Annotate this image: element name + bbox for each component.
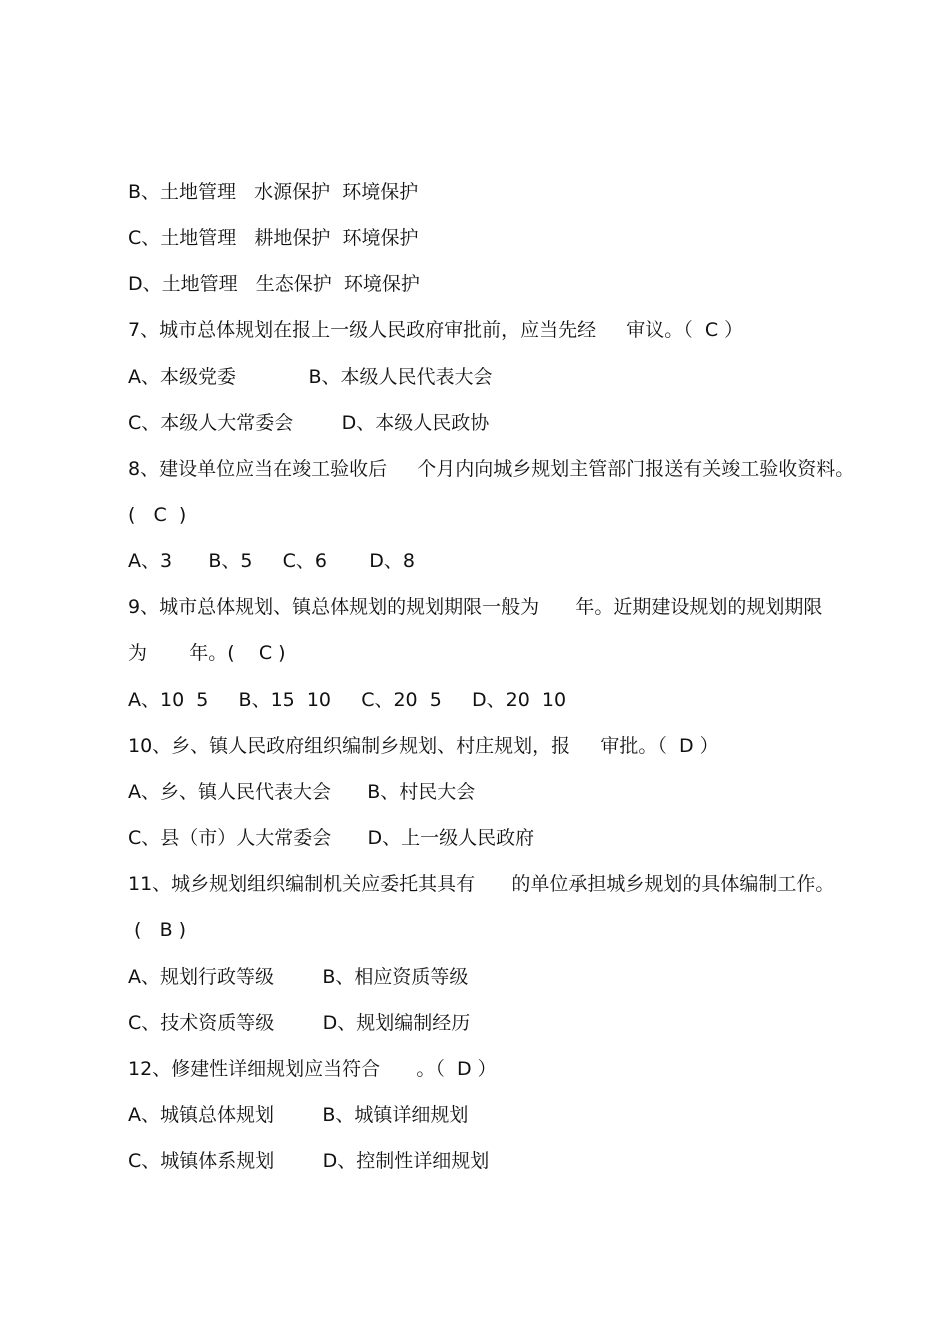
answer-line: ( C ) bbox=[128, 504, 187, 526]
answer-line: ( B ) bbox=[128, 919, 187, 941]
option-line: A、规划行政等级 B、相应资质等级 bbox=[128, 966, 469, 988]
question-line: 9、城市总体规划、镇总体规划的规划期限一般为 年。近期建设规划的规划期限 bbox=[128, 596, 823, 618]
question-line: 12、修建性详细规划应当符合 。（ D ） bbox=[128, 1058, 497, 1080]
question-line: 8、建设单位应当在竣工验收后 个月内向城乡规划主管部门报送有关竣工验收资料。 bbox=[128, 458, 855, 480]
question-line: 10、乡、镇人民政府组织编制乡规划、村庄规划，报 审批。（ D ） bbox=[128, 735, 719, 757]
option-line: C、县（市）人大常委会 D、上一级人民政府 bbox=[128, 827, 535, 849]
question-line: 7、城市总体规划在报上一级人民政府审批前，应当先经 审议。（ C ） bbox=[128, 319, 744, 341]
option-line: A、3 B、5 C、6 D、8 bbox=[128, 550, 415, 572]
option-line: D、土地管理 生态保护 环境保护 bbox=[128, 273, 420, 295]
option-line: C、技术资质等级 D、规划编制经历 bbox=[128, 1012, 471, 1034]
option-line: C、本级人大常委会 D、本级人民政协 bbox=[128, 412, 490, 434]
question-line: 为 年。( C ) bbox=[128, 642, 286, 664]
question-line: 11、城乡规划组织编制机关应委托其具有 的单位承担城乡规划的具体编制工作。 bbox=[128, 873, 835, 895]
option-line: B、土地管理 水源保护 环境保护 bbox=[128, 181, 419, 203]
option-line: A、城镇总体规划 B、城镇详细规划 bbox=[128, 1104, 469, 1126]
option-line: A、乡、镇人民代表大会 B、村民大会 bbox=[128, 781, 476, 803]
option-line: A、本级党委 B、本级人民代表大会 bbox=[128, 366, 493, 388]
option-line: C、城镇体系规划 D、控制性详细规划 bbox=[128, 1150, 490, 1172]
option-line: C、土地管理 耕地保护 环境保护 bbox=[128, 227, 419, 249]
option-line: A、10 5 B、15 10 C、20 5 D、20 10 bbox=[128, 689, 567, 711]
